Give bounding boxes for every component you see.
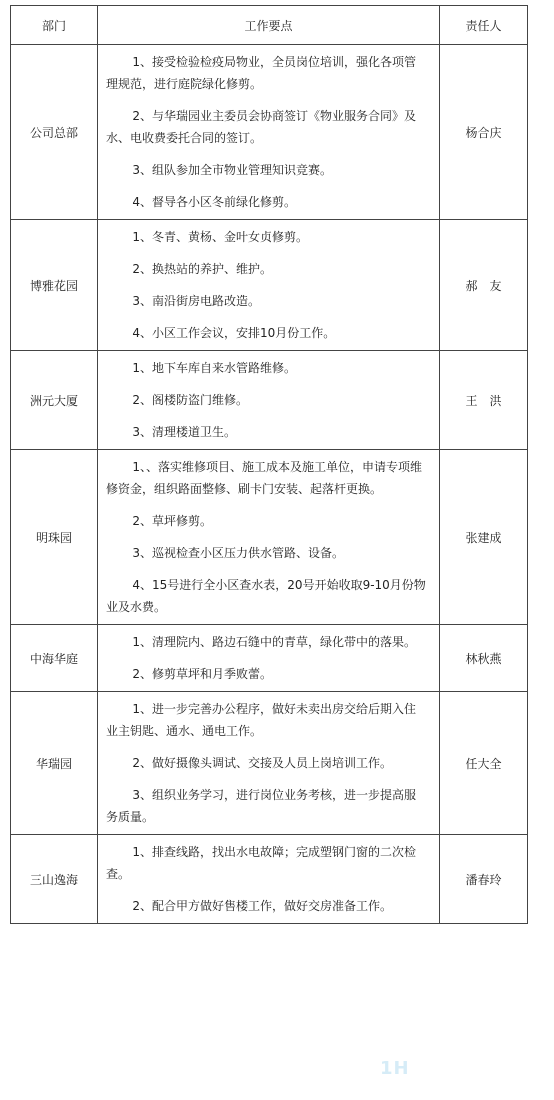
department-cell: 明珠园 bbox=[11, 450, 98, 625]
work-point-item: 4、小区工作会议，安排10月份工作。 bbox=[132, 326, 336, 340]
work-point-item: 1、冬青、黄杨、金叶女贞修剪。 bbox=[132, 230, 309, 244]
work-point-item: 3、组织业务学习，进行岗位业务考核，进一步提高服务质量。 bbox=[106, 788, 417, 824]
work-point-item: 2、换热站的养护、维护。 bbox=[132, 262, 273, 276]
work-points-cell bbox=[98, 835, 440, 924]
department-cell: 中海华庭 bbox=[11, 625, 98, 692]
work-point-item: 1、进一步完善办公程序，做好未卖出房交给后期入住业主钥匙、通水、通电工作。 bbox=[106, 702, 417, 738]
work-point-item: 3、清理楼道卫生。 bbox=[132, 425, 237, 439]
table-row bbox=[11, 450, 528, 625]
header-owner: 责任人 bbox=[440, 6, 528, 45]
work-point-item: 2、阁楼防盗门维修。 bbox=[132, 393, 249, 407]
work-point-item: 3、巡视检查小区压力供水管路、设备。 bbox=[132, 546, 345, 560]
table-row bbox=[11, 835, 528, 924]
header-points: 工作要点 bbox=[98, 6, 440, 45]
work-point-item: 1、地下车库自来水管路维修。 bbox=[132, 361, 297, 375]
work-points-cell bbox=[98, 692, 440, 835]
owner-cell: 任大全 bbox=[440, 692, 528, 835]
department-cell: 公司总部 bbox=[11, 45, 98, 220]
owner-cell: 王 洪 bbox=[440, 351, 528, 450]
department-cell: 博雅花园 bbox=[11, 220, 98, 351]
work-point-item: 2、做好摄像头调试、交接及人员上岗培训工作。 bbox=[132, 756, 393, 770]
department-cell: 华瑞园 bbox=[11, 692, 98, 835]
work-points-cell bbox=[98, 450, 440, 625]
header-dept: 部门 bbox=[11, 6, 98, 45]
watermark-logo: 1H bbox=[380, 1058, 410, 1079]
work-point-item: 2、配合甲方做好售楼工作，做好交房准备工作。 bbox=[132, 899, 393, 913]
work-point-item: 2、草坪修剪。 bbox=[132, 514, 213, 528]
work-point-item: 1、接受检验检疫局物业，全员岗位培训，强化各项管理规范，进行庭院绿化修剪。 bbox=[106, 55, 417, 91]
work-point-item: 4、督导各小区冬前绿化修剪。 bbox=[132, 195, 297, 209]
work-points-cell bbox=[98, 625, 440, 692]
owner-cell: 郝 友 bbox=[440, 220, 528, 351]
work-point-item: 2、修剪草坪和月季败蕾。 bbox=[132, 667, 273, 681]
table-row bbox=[11, 625, 528, 692]
department-cell: 三山逸海 bbox=[11, 835, 98, 924]
owner-cell: 杨合庆 bbox=[440, 45, 528, 220]
work-point-item: 3、组队参加全市物业管理知识竞赛。 bbox=[132, 163, 333, 177]
table-row bbox=[11, 220, 528, 351]
work-points-cell bbox=[98, 45, 440, 220]
owner-cell: 林秋燕 bbox=[440, 625, 528, 692]
work-points-table bbox=[10, 5, 528, 924]
owner-cell: 张建成 bbox=[440, 450, 528, 625]
work-point-item: 4、15号进行全小区查水表，20号开始收取9-10月份物业及水费。 bbox=[106, 578, 426, 614]
table-row bbox=[11, 692, 528, 835]
table-row bbox=[11, 45, 528, 220]
work-points-cell bbox=[98, 220, 440, 351]
work-point-item: 1、清理院内、路边石缝中的青草，绿化带中的落果。 bbox=[132, 635, 417, 649]
department-cell: 洲元大厦 bbox=[11, 351, 98, 450]
work-point-item: 1、排查线路，找出水电故障；完成塑钢门窗的二次检查。 bbox=[106, 845, 417, 881]
work-point-item: 1、、落实维修项目、施工成本及施工单位，申请专项维修资金，组织路面整修、刷卡门安装、起落杆更换。 bbox=[106, 460, 423, 496]
header-row bbox=[11, 6, 528, 45]
work-point-item: 3、南沿街房电路改造。 bbox=[132, 294, 261, 308]
table-row bbox=[11, 351, 528, 450]
owner-cell: 潘春玲 bbox=[440, 835, 528, 924]
work-points-cell bbox=[98, 351, 440, 450]
work-point-item: 2、与华瑞园业主委员会协商签订《物业服务合同》及水、电收费委托合同的签订。 bbox=[106, 109, 417, 145]
